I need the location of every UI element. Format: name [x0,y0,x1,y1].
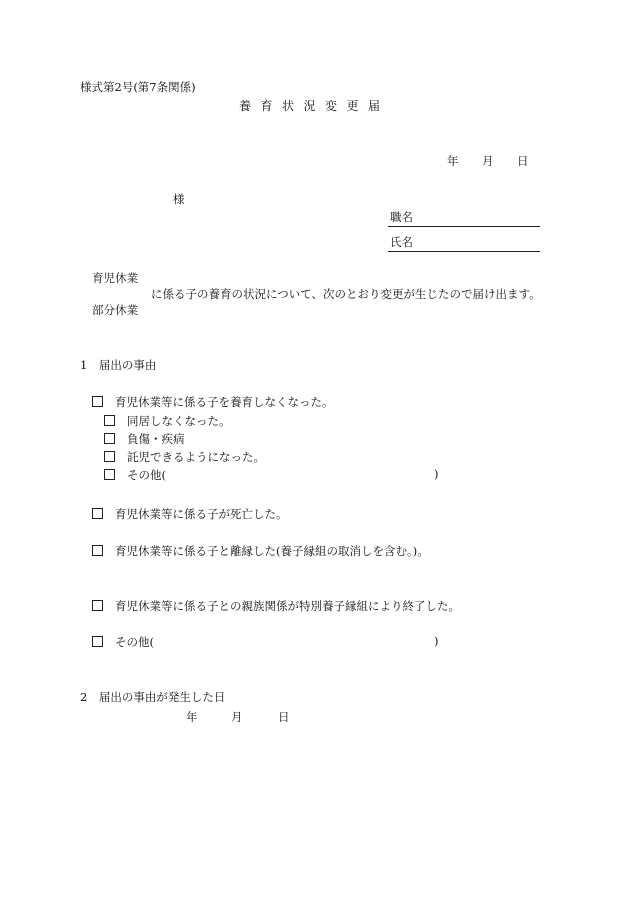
name-field-line[interactable] [388,251,540,252]
reason-label: 育児休業等に係る子が死亡した。 [115,507,288,521]
position-field-line[interactable] [388,226,540,227]
reason-label: 負傷・疾病 [127,432,185,446]
reason-label: 託児できるようになった。 [127,450,265,464]
occurrence-year-label: 年 [186,710,198,724]
checkbox[interactable] [92,396,103,407]
checkbox[interactable] [92,545,103,556]
checkbox[interactable] [92,600,103,611]
occurrence-day-label: 日 [278,710,290,724]
position-label: 職名 [390,210,413,224]
reason-label: その他( [115,635,154,649]
reason-no-longer-raising [92,396,334,409]
occurrence-month-label: 月 [231,710,243,724]
reason-separated [92,545,429,558]
checkbox[interactable] [104,451,115,462]
reason-label: 育児休業等に係る子を養育しなくなった。 [115,395,334,409]
checkbox[interactable] [92,636,103,647]
reason-sub-childcare-arranged [104,451,265,464]
section2-heading: 2 届出の事由が発生した日 [80,690,226,704]
reason-label: 育児休業等に係る子と離縁した(養子縁組の取消しを含む。)。 [115,544,429,558]
form-number: 様式第2号(第7条関係) [80,80,196,94]
reason-sub-injury-illness [104,433,185,446]
date-day-label: 日 [517,154,529,168]
checkbox[interactable] [104,433,115,444]
reason-label: 育児休業等に係る子との親族関係が特別養子縁組により終了した。 [115,599,460,613]
checkbox[interactable] [92,508,103,519]
reason-sub-not-cohabiting [104,415,231,428]
leave-type-option-partial: 部分休業 [92,303,138,317]
reason-label: その他( [127,468,166,482]
document-title: 養育状況変更届 [239,99,390,113]
sub-other-close-paren: ) [434,467,439,481]
name-label: 氏名 [390,235,413,249]
reason-other [92,636,154,649]
date-month-label: 月 [482,154,494,168]
other-close-paren: ) [434,634,439,648]
reason-sub-other [104,469,166,482]
section1-heading: 1 届出の事由 [80,358,157,372]
addressee-suffix: 様 [173,192,185,206]
reason-special-adoption-ended [92,600,460,613]
date-year-label: 年 [447,154,459,168]
reason-label: 同居しなくなった。 [127,414,231,428]
intro-text: に係る子の養育の状況について、次のとおり変更が生じたので届け出ます。 [151,287,541,301]
leave-type-option-childcare: 育児休業 [92,271,138,285]
checkbox[interactable] [104,469,115,480]
checkbox[interactable] [104,415,115,426]
reason-child-died [92,508,288,521]
